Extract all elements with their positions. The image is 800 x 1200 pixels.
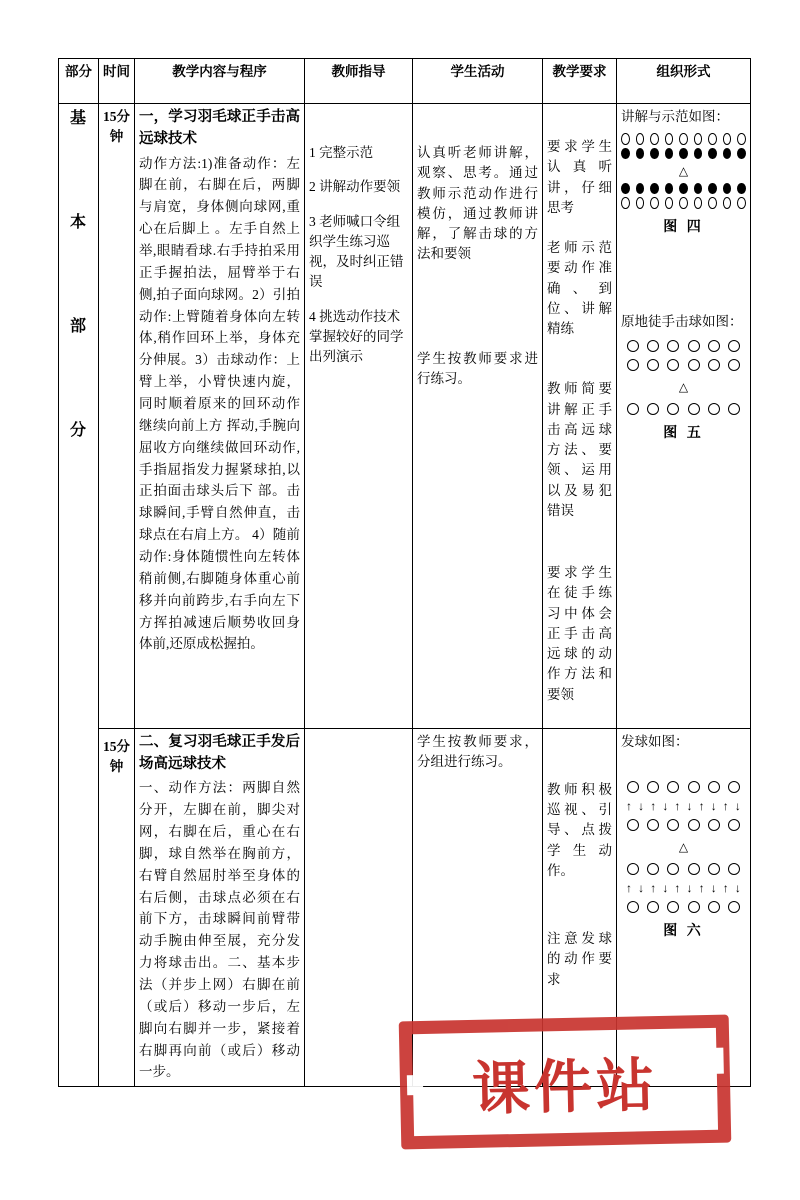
header-teaching-requirements: 教学要求 bbox=[543, 59, 617, 104]
cell-time-2: 15分钟 bbox=[99, 728, 135, 1087]
part-char-4: 分 bbox=[69, 422, 87, 439]
arrow-up-icon: ↑ bbox=[698, 799, 705, 813]
circle-open-icon bbox=[694, 197, 703, 209]
circle-open-icon bbox=[627, 340, 639, 352]
cell-time-1: 15分钟 bbox=[99, 104, 135, 729]
header-student-activity: 学生活动 bbox=[413, 59, 543, 104]
cell-content-2 bbox=[135, 728, 305, 1087]
arrow-down-icon: ↓ bbox=[734, 799, 741, 813]
circle-open-icon bbox=[650, 197, 659, 209]
circle-open-icon bbox=[688, 359, 700, 371]
circle-filled-icon bbox=[737, 183, 746, 194]
arrow-down-icon: ↓ bbox=[686, 881, 693, 895]
arrow-down-icon: ↓ bbox=[662, 799, 669, 813]
circle-open-icon bbox=[647, 781, 659, 793]
arrow-down-icon: ↓ bbox=[734, 881, 741, 895]
circle-open-icon bbox=[728, 359, 740, 371]
circle-open-icon bbox=[647, 863, 659, 875]
formation-row-open bbox=[621, 133, 746, 145]
circle-open-icon bbox=[708, 863, 720, 875]
circle-open-icon bbox=[708, 197, 717, 209]
circle-filled-icon bbox=[636, 148, 645, 159]
arrow-down-icon: ↓ bbox=[662, 881, 669, 895]
cell-requirements-2 bbox=[543, 728, 617, 1087]
part-char-3: 部 bbox=[69, 318, 87, 335]
circle-open-icon bbox=[688, 340, 700, 352]
circle-open-icon bbox=[708, 133, 717, 145]
circle-open-icon bbox=[621, 133, 630, 145]
table-row bbox=[59, 104, 751, 729]
circle-open-icon bbox=[688, 403, 700, 415]
circle-open-icon bbox=[728, 863, 740, 875]
circle-filled-icon bbox=[708, 183, 717, 194]
teacher-item: 4 挑选动作技术掌握较好的同学出列演示 bbox=[309, 308, 404, 364]
teacher-item: 3 老师喊口令组织学生练习巡视，及时纠正错误 bbox=[309, 213, 404, 290]
table-header-row bbox=[59, 59, 751, 104]
cell-organization-2 bbox=[617, 728, 751, 1087]
circle-open-icon bbox=[627, 819, 639, 831]
org-title-2: 原地徒手击球如图： bbox=[621, 314, 743, 330]
arrow-up-icon: ↑ bbox=[674, 881, 681, 895]
circle-open-icon bbox=[728, 819, 740, 831]
circle-open-icon bbox=[650, 133, 659, 145]
org-title-3: 发球如图： bbox=[621, 733, 689, 749]
circle-open-icon bbox=[627, 863, 639, 875]
circle-open-icon bbox=[728, 781, 740, 793]
arrow-down-icon: ↓ bbox=[686, 799, 693, 813]
figure-caption-4: 图 四 bbox=[663, 220, 704, 236]
circle-filled-icon bbox=[621, 148, 630, 159]
circle-open-icon bbox=[627, 359, 639, 371]
arrow-up-icon: ↑ bbox=[626, 881, 633, 895]
circle-open-icon bbox=[647, 403, 659, 415]
circle-filled-icon bbox=[650, 183, 659, 194]
arrow-up-icon: ↑ bbox=[722, 799, 729, 813]
lesson-plan-table bbox=[58, 58, 751, 1087]
watermark-text: 课件站 bbox=[471, 1051, 659, 1123]
circle-open-icon bbox=[667, 819, 679, 831]
circle-open-icon bbox=[647, 359, 659, 371]
formation-sparse-row bbox=[623, 403, 744, 415]
cell-organization-1 bbox=[617, 104, 751, 729]
circle-open-icon bbox=[737, 133, 746, 145]
circle-filled-icon bbox=[679, 183, 688, 194]
circle-open-icon bbox=[708, 781, 720, 793]
circle-open-icon bbox=[647, 901, 659, 913]
figure-caption-6: 图 六 bbox=[663, 924, 704, 939]
circle-filled-icon bbox=[694, 148, 703, 159]
requirement-item: 注意发球的动作要求 bbox=[547, 931, 612, 987]
cell-teacher-2 bbox=[305, 728, 413, 1087]
arrow-up-icon: ↑ bbox=[698, 881, 705, 895]
cell-student-2 bbox=[413, 728, 543, 1087]
circle-filled-icon bbox=[665, 148, 674, 159]
arrow-up-icon: ↑ bbox=[626, 799, 633, 813]
circle-open-icon bbox=[694, 133, 703, 145]
circle-open-icon bbox=[647, 340, 659, 352]
circle-open-icon bbox=[627, 781, 639, 793]
circle-open-icon bbox=[688, 819, 700, 831]
cell-requirements-1 bbox=[543, 104, 617, 729]
cell-part-label bbox=[59, 104, 99, 1087]
circle-open-icon bbox=[667, 403, 679, 415]
circle-open-icon bbox=[636, 197, 645, 209]
student-item: 认真听老师讲解，观察、思考。通过教师示范动作进行模仿，通过教师讲解，了解击球的方法和要领 bbox=[417, 145, 538, 262]
requirement-item: 要求学生在徒手练习中体会正手击高远球的动作方法和要领 bbox=[547, 565, 612, 702]
circle-open-icon bbox=[667, 863, 679, 875]
circle-open-icon bbox=[667, 781, 679, 793]
circle-filled-icon bbox=[650, 148, 659, 159]
formation-sparse-row bbox=[623, 781, 744, 793]
circle-open-icon bbox=[708, 359, 720, 371]
content-title-1: 一，学习羽毛球正手击高远球技术 bbox=[139, 109, 300, 147]
student-item: 学生按教师要求进行练习。 bbox=[417, 350, 538, 386]
circle-open-icon bbox=[665, 133, 674, 145]
formation-sparse-row bbox=[623, 340, 744, 352]
circle-open-icon bbox=[708, 403, 720, 415]
formation-arrow-row bbox=[623, 882, 744, 894]
header-organization: 组织形式 bbox=[617, 59, 751, 104]
arrow-up-icon: ↑ bbox=[722, 881, 729, 895]
circle-open-icon bbox=[737, 197, 746, 209]
content-body-2: 一、动作方法：两脚自然分开，左脚在前，脚尖对网，右脚在后，重心在右脚，球自然举在胸前方，右臂自然屈肘举至身体的右后侧，击球点必须在右前下方，击球瞬间前臂带动手腕由伸至展，充分发力将球击出。二、基本步法（并步上网）右脚在前（或后）移动一步后，左脚向右脚并一步，紧接着右脚再向前（或后）移动一步。 bbox=[139, 780, 300, 1080]
teacher-item: 2 讲解动作要领 bbox=[309, 179, 401, 195]
circle-filled-icon bbox=[679, 148, 688, 159]
circle-open-icon bbox=[708, 901, 720, 913]
circle-open-icon bbox=[688, 901, 700, 913]
circle-open-icon bbox=[679, 197, 688, 209]
formation-row-filled bbox=[621, 183, 746, 194]
arrow-down-icon: ↓ bbox=[710, 881, 717, 895]
requirement-item: 要求学生认真听讲，仔细思考 bbox=[547, 139, 612, 215]
formation-sparse-row bbox=[623, 359, 744, 371]
header-part: 部分 bbox=[59, 59, 99, 104]
circle-open-icon bbox=[679, 133, 688, 145]
teacher-position-triangle-icon: △ bbox=[678, 379, 689, 394]
circle-open-icon bbox=[647, 819, 659, 831]
circle-open-icon bbox=[723, 197, 732, 209]
part-char-2: 本 bbox=[69, 214, 87, 231]
arrow-down-icon: ↓ bbox=[638, 881, 645, 895]
circle-open-icon bbox=[728, 901, 740, 913]
header-content: 教学内容与程序 bbox=[135, 59, 305, 104]
arrow-down-icon: ↓ bbox=[638, 799, 645, 813]
circle-filled-icon bbox=[723, 183, 732, 194]
circle-open-icon bbox=[627, 901, 639, 913]
circle-open-icon bbox=[621, 197, 630, 209]
figure-caption-5: 图 五 bbox=[663, 425, 704, 441]
table-row bbox=[59, 728, 751, 1087]
cell-student-1 bbox=[413, 104, 543, 729]
content-title-2: 二、复习羽毛球正手发后场高远球技术 bbox=[139, 733, 300, 772]
header-teacher-guidance: 教师指导 bbox=[305, 59, 413, 104]
circle-open-icon bbox=[688, 781, 700, 793]
circle-open-icon bbox=[708, 819, 720, 831]
circle-open-icon bbox=[627, 403, 639, 415]
circle-open-icon bbox=[665, 197, 674, 209]
formation-row-open bbox=[621, 197, 746, 209]
cell-teacher-1 bbox=[305, 104, 413, 729]
requirement-item: 老师示范要动作准确、到位、讲解精练 bbox=[547, 240, 612, 336]
circle-filled-icon bbox=[636, 183, 645, 194]
circle-filled-icon bbox=[708, 148, 717, 159]
circle-filled-icon bbox=[665, 183, 674, 194]
circle-open-icon bbox=[728, 403, 740, 415]
arrow-down-icon: ↓ bbox=[710, 799, 717, 813]
arrow-up-icon: ↑ bbox=[650, 799, 657, 813]
requirement-item: 教师积极巡视、引导、点拨学生动作。 bbox=[547, 781, 612, 878]
circle-open-icon bbox=[688, 863, 700, 875]
teacher-item: 1 完整示范 bbox=[309, 145, 374, 160]
requirement-item: 教师简要讲解正手击高远球方法、要领、运用以及易犯错误 bbox=[547, 381, 612, 518]
circle-filled-icon bbox=[723, 148, 732, 159]
formation-arrow-row bbox=[623, 800, 744, 812]
circle-filled-icon bbox=[621, 183, 630, 194]
circle-open-icon bbox=[636, 133, 645, 145]
teacher-position-triangle-icon: △ bbox=[678, 164, 689, 179]
header-time: 时间 bbox=[99, 59, 135, 104]
arrow-up-icon: ↑ bbox=[650, 881, 657, 895]
arrow-up-icon: ↑ bbox=[674, 799, 681, 813]
formation-sparse-row bbox=[623, 901, 744, 913]
circle-open-icon bbox=[667, 901, 679, 913]
content-body-1: 动作方法:1)准备动作：左脚在前，右脚在后，两脚与肩宽，身体侧向球网,重心在后脚上 。左手自然上举,眼睛看球.右手持拍采用正手握拍法，屈臂举于右侧,拍子面向球网。2）引拍动作:上臂随着身体向左转体,稍作回环上举，身体充分伸展。3）击球动作：上臂上举，小臂快速内旋，同时顺着原来的回环动作继续向前上方 挥动,手腕向屈收方向继续做回环动作,手指屈指发力握紧球拍,以正拍面击球头后下 部。击球瞬间,手臂自然伸直，击球点在右肩上方。 4）随前动作:身体随惯性向左转体稍前侧,右脚随身体重心前移并向前跨步,右手向左下方挥拍减速后顺势收回身体前,还原成松握拍。 bbox=[139, 155, 300, 652]
circle-open-icon bbox=[728, 340, 740, 352]
circle-open-icon bbox=[667, 359, 679, 371]
formation-sparse-row bbox=[623, 819, 744, 831]
circle-filled-icon bbox=[737, 148, 746, 159]
formation-sparse-row bbox=[623, 863, 744, 875]
formation-row-filled bbox=[621, 148, 746, 159]
teacher-position-triangle-icon: △ bbox=[678, 840, 689, 854]
org-title-1: 讲解与示范如图： bbox=[621, 109, 729, 124]
part-char-1: 基 bbox=[69, 110, 87, 127]
cell-content-1 bbox=[135, 104, 305, 729]
circle-filled-icon bbox=[694, 183, 703, 194]
circle-open-icon bbox=[723, 133, 732, 145]
circle-open-icon bbox=[708, 340, 720, 352]
circle-open-icon bbox=[667, 340, 679, 352]
student-item: 学生按教师要求，分组进行练习。 bbox=[417, 733, 538, 769]
